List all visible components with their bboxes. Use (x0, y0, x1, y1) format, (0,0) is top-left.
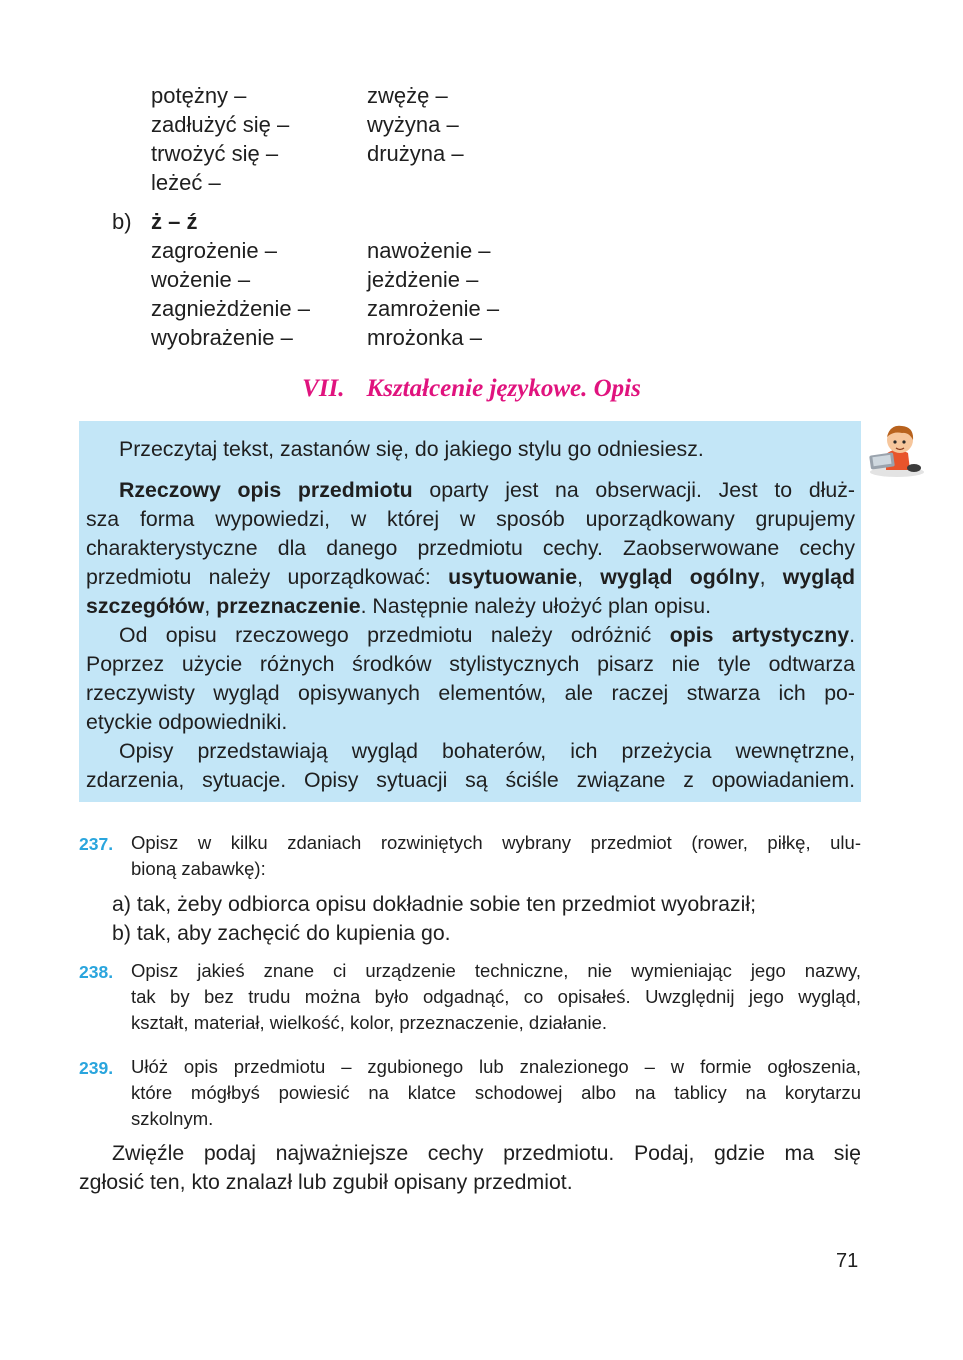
box-line (86, 563, 855, 592)
exercise-text: kształt, materiał, wielkość, kolor, przeznaczenie, działanie. (131, 1012, 608, 1033)
word-item: jeżdżenie – (367, 267, 479, 292)
exercise-number: 239. (79, 1058, 114, 1078)
exercise-subitem: a) tak, żeby odbiorca opisu dokładnie sobie ten przedmiot wyobraził; (112, 892, 756, 916)
box-line: charakterystyczne dla danego przedmiotu cechy. Zaobserwowane cechy (86, 536, 855, 560)
section-number: VII. (302, 375, 345, 402)
letter-pair: ż – ź (151, 209, 198, 234)
word-item: zamrożenie – (367, 296, 500, 321)
word-item: wożenie – (151, 267, 251, 292)
word-item: mrożonka – (367, 325, 482, 350)
text-span: . Następnie należy ułożyć plan opisu. (360, 594, 712, 618)
word-item: trwożyć się – (151, 141, 279, 166)
section-title: Kształcenie językowe. Opis (366, 375, 641, 402)
word-item: zagrożenie – (151, 238, 277, 263)
exercise-tail: zgłosić ten, kto znalazł lub zgubił opisany przedmiot. (79, 1170, 573, 1194)
word-item: leżeć – (151, 170, 221, 195)
exercise-number: 237. (79, 834, 114, 854)
page-number: 71 (836, 1250, 859, 1272)
term-bold: szczegółów (86, 594, 205, 618)
text-span: przedmiotu należy uporządkować: (86, 565, 449, 589)
exercise-text: bioną zabawkę): (131, 858, 266, 879)
list-label: b) (112, 209, 132, 234)
exercise-text: które mógłbyś powiesić na klatce schodowej albo na tablicy na korytarzu (131, 1082, 861, 1103)
text-span: oparty jest na obserwacji. Jest to dłuż- (412, 478, 855, 502)
term-bold: wygląd (782, 565, 855, 589)
text-span: , (204, 594, 217, 618)
box-line: etyckie odpowiedniki. (86, 710, 288, 734)
exercise-subitem: b) tak, aby zachęcić do kupienia go. (112, 921, 451, 945)
box-line (119, 476, 855, 505)
text-span: Od opisu rzeczowego przedmiotu należy odróżnić (119, 623, 670, 647)
section-heading (0, 375, 943, 403)
exercise-text: szkolnym. (131, 1108, 214, 1129)
exercise-tail: Zwięźle podaj najważniejsze cechy przedmiotu. Podaj, gdzie ma się (112, 1141, 861, 1165)
exercise-text: Opisz w kilku zdaniach rozwiniętych wybrany przedmiot (rower, piłkę, ulu- (131, 832, 861, 853)
theory-box (79, 421, 861, 802)
box-line: Poprzez użycie różnych środków stylistycznych pisarz nie tyle odtwarza (86, 652, 855, 676)
word-item: zagnieżdżenie – (151, 296, 311, 321)
word-item: nawożenie – (367, 238, 491, 263)
term-bold: przeznaczenie (216, 594, 361, 618)
word-item: drużyna – (367, 141, 464, 166)
box-line (119, 621, 855, 650)
box-intro: Przeczytaj tekst, zastanów się, do jakiego stylu go odniesiesz. (119, 437, 704, 461)
term-bold: Rzeczowy opis przedmiotu (119, 478, 413, 502)
exercise-number: 238. (79, 962, 114, 982)
boy-with-laptop-icon (864, 420, 926, 478)
exercise-text: Opisz jakieś znane ci urządzenie techniczne, nie wymieniając jego nazwy, (131, 960, 861, 981)
exercise-text: tak by bez trudu można było odgadnąć, co opisałeś. Uwzględnij jego wygląd, (131, 986, 861, 1007)
term-bold: opis artystyczny (669, 623, 850, 647)
word-item: wyobrażenie – (151, 325, 293, 350)
text-span: . (849, 623, 855, 647)
word-item: potężny – (151, 83, 247, 108)
word-item: zwężę – (367, 83, 448, 108)
box-line: zdarzenia, sytuacje. Opisy sytuacji są ściśle związane z opowiadaniem. (86, 768, 855, 792)
box-line (86, 592, 855, 621)
term-bold: wygląd ogólny (600, 565, 760, 589)
box-line: Opisy przedstawiają wygląd bohaterów, ich przeżycia wewnętrzne, (119, 739, 855, 763)
exercise-text: Ułóż opis przedmiotu – zgubionego lub znalezionego – w formie ogłoszenia, (131, 1056, 861, 1077)
word-item: wyżyna – (367, 112, 459, 137)
text-span: , (577, 565, 601, 589)
box-line: rzeczywisty wygląd opisywanych elementów, ale raczej stwarza ich po- (86, 681, 855, 705)
box-line: sza forma wypowiedzi, w której w sposób uporządkowany grupujemy (86, 507, 855, 531)
text-span: , (759, 565, 783, 589)
term-bold: usytuowanie (448, 565, 578, 589)
word-item: zadłużyć się – (151, 112, 290, 137)
